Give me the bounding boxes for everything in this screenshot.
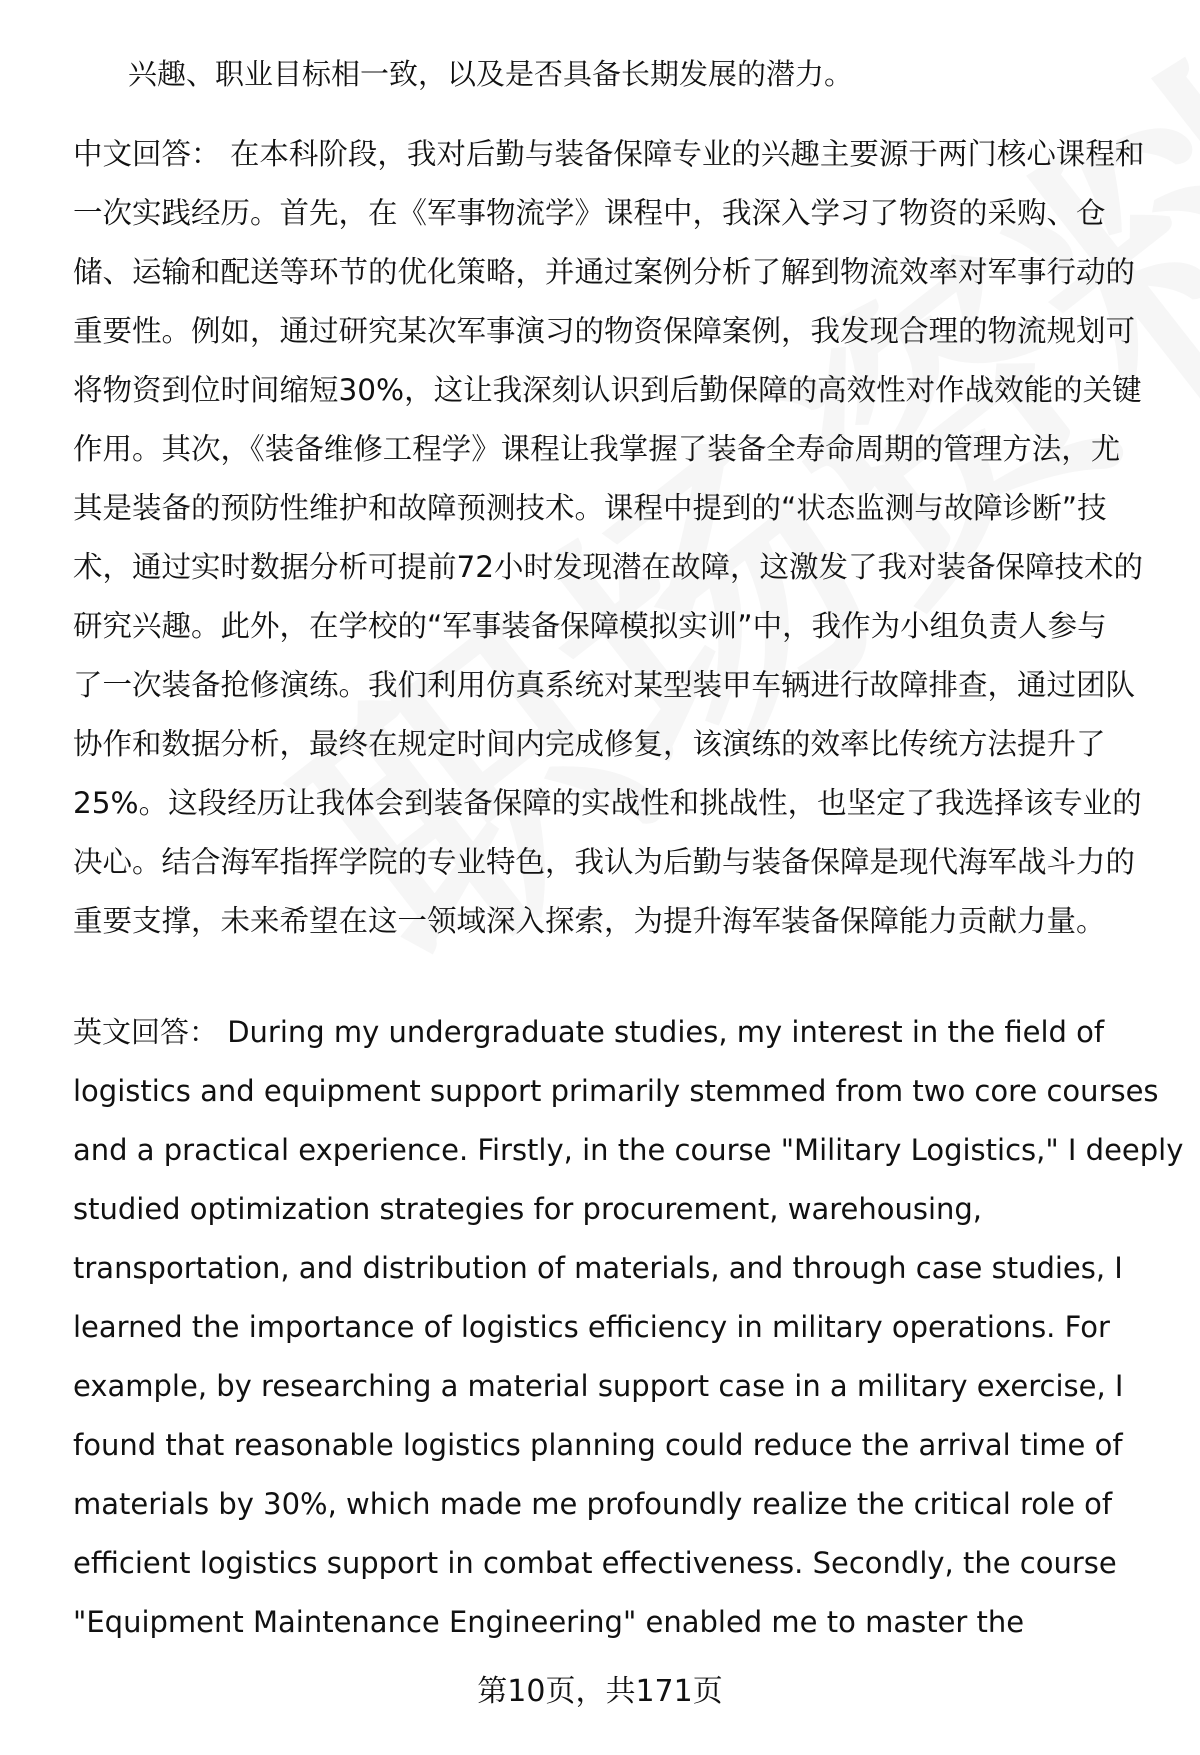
chinese-answer-line: 将物资到位时间缩短30%，这让我深刻认识到后勤保障的高效性对作战效能的关键 — [73, 373, 1142, 407]
chinese-answer-line: 决心。结合海军指挥学院的专业特色，我认为后勤与装备保障是现代海军战斗力的 — [73, 845, 1136, 879]
chinese-answer-line: 术，通过实时数据分析可提前72小时发现潜在故障，这激发了我对装备保障技术的 — [73, 550, 1144, 584]
english-answer-line: materials by 30%, which made me profoundly realize the critical role of — [73, 1487, 1113, 1521]
chinese-answer-line: 25%。这段经历让我体会到装备保障的实战性和挑战性，也坚定了我选择该专业的 — [73, 786, 1142, 820]
english-answer-line: 英文回答： During my undergraduate studies, my interest in the field of — [73, 1015, 1105, 1049]
chinese-answer-line: 协作和数据分析，最终在规定时间内完成修复，该演练的效率比传统方法提升了 — [73, 727, 1106, 761]
english-answer-line: learned the importance of logistics efficiency in military operations. For — [73, 1310, 1110, 1344]
english-answer-line: example, by researching a material support case in a military exercise, I — [73, 1369, 1124, 1403]
english-answer-line: found that reasonable logistics planning could reduce the arrival time of — [73, 1428, 1123, 1462]
intro-paragraph — [73, 45, 1153, 104]
chinese-answer-paragraph — [73, 125, 1153, 951]
chinese-answer-line: 其是装备的预防性维护和故障预测技术。课程中提到的“状态监测与故障诊断”技 — [73, 491, 1107, 525]
chinese-answer-line: 了一次装备抢修演练。我们利用仿真系统对某型装甲车辆进行故障排查，通过团队 — [73, 668, 1136, 702]
chinese-answer-line: 作用。其次，《装备维修工程学》课程让我掌握了装备全寿命周期的管理方法，尤 — [73, 432, 1121, 466]
english-answer-line: and a practical experience. Firstly, in the course "Military Logistics," I deeply — [73, 1133, 1184, 1167]
english-answer-line: efficient logistics support in combat effectiveness. Secondly, the course — [73, 1546, 1117, 1580]
english-answer-line: transportation, and distribution of materials, and through case studies, I — [73, 1251, 1123, 1285]
chinese-answer-line: 中文回答： 在本科阶段，我对后勤与装备保障专业的兴趣主要源于两门核心课程和 — [73, 137, 1145, 171]
english-answer-line: "Equipment Maintenance Engineering" enabled me to master the — [73, 1605, 1025, 1639]
page-number-footer: 第10页，共171页 — [477, 1674, 723, 1709]
intro-line: 兴趣、职业目标相一致，以及是否具备长期发展的潜力。 — [128, 57, 854, 91]
english-answer-paragraph — [73, 1003, 1184, 1652]
english-answer-line: logistics and equipment support primarily stemmed from two core courses — [73, 1074, 1159, 1108]
chinese-answer-line: 重要性。例如，通过研究某次军事演习的物资保障案例，我发现合理的物流规划可 — [73, 314, 1136, 348]
chinese-answer-line: 储、运输和配送等环节的优化策略，并通过案例分析了解到物流效率对军事行动的 — [73, 255, 1136, 289]
english-answer-line: studied optimization strategies for procurement, warehousing, — [73, 1192, 983, 1226]
chinese-answer-line: 研究兴趣。此外，在学校的“军事装备保障模拟实训”中，我作为小组负责人参与 — [73, 609, 1107, 643]
chinese-answer-line: 重要支撑，未来希望在这一领域深入探索，为提升海军装备保障能力贡献力量。 — [73, 904, 1106, 938]
chinese-answer-line: 一次实践经历。首先，在《军事物流学》课程中，我深入学习了物资的采购、仓 — [73, 196, 1106, 230]
